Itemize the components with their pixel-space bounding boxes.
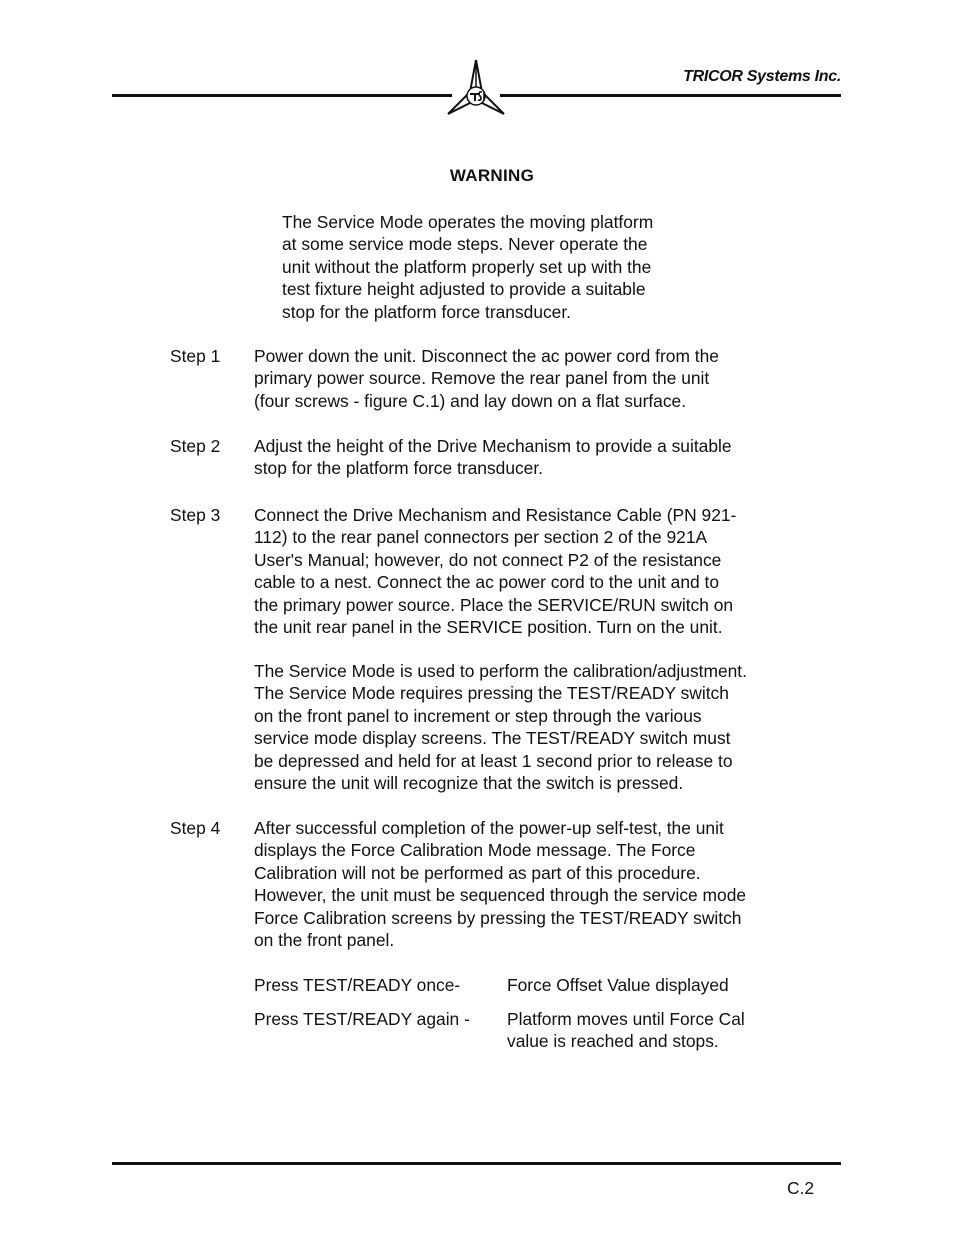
press-result: [507, 974, 729, 996]
step-line: displays the Force Calibration Mode message. The Force: [254, 840, 696, 861]
step-line: the unit rear panel in the SERVICE position. Turn on the unit.: [254, 617, 723, 638]
header-rule-right: [500, 94, 841, 97]
press-result-line: Force Offset Value displayed: [507, 975, 729, 995]
tsi-triangle-logo-icon: [446, 58, 506, 116]
page-number: C.2: [786, 1178, 814, 1198]
footer-rule: [112, 1162, 841, 1165]
step-line: the primary power source. Place the SERVICE/RUN switch on: [254, 594, 734, 615]
press-result-line: Platform moves until Force Cal: [507, 1009, 745, 1029]
step-line: Force Calibration screens by pressing the TEST/READY switch: [254, 907, 742, 928]
step-line: Connect the Drive Mechanism and Resistance Cable (PN 921-: [254, 505, 737, 525]
press-result: [507, 1008, 745, 1053]
step-line: Power down the unit. Disconnect the ac power cord from the: [254, 346, 719, 366]
step-4-label: Step 4: [170, 818, 221, 838]
step-line: The Service Mode is used to perform the calibration/adjustment.: [254, 661, 747, 681]
step-1-body: [254, 345, 719, 412]
warning-line: stop for the platform force transducer.: [282, 301, 572, 322]
step-line: The Service Mode requires pressing the TEST/READY switch: [254, 683, 729, 704]
step-line: service mode display screens. The TEST/READY switch must: [254, 728, 731, 749]
step-line: 112) to the rear panel connectors per section 2 of the 921A: [254, 527, 708, 548]
step-line: However, the unit must be sequenced through the service mode: [254, 885, 747, 906]
step-1-label: Step 1: [170, 346, 221, 366]
step-line: cable to a nest. Connect the ac power cord to the unit and to: [254, 572, 720, 593]
step-2-body: [254, 435, 732, 480]
step-line: User's Manual; however, do not connect P2 of the resistance: [254, 549, 722, 570]
press-action: Press TEST/READY once-: [254, 975, 461, 995]
press-action: Press TEST/READY again -: [254, 1009, 470, 1029]
header-rule-left: [112, 94, 452, 97]
step-line: ensure the unit will recognize that the switch is pressed.: [254, 773, 684, 794]
company-name: [683, 68, 841, 86]
warning-title: WARNING: [449, 166, 535, 185]
step-line: on the front panel.: [254, 930, 395, 951]
warning-body: [282, 211, 653, 323]
step-3-label: Step 3: [170, 505, 221, 525]
step-line: After successful completion of the power-up self-test, the unit: [254, 818, 724, 838]
step-4-body: [254, 817, 746, 951]
step-3-extra-body: [254, 660, 747, 794]
warning-line: unit without the platform properly set up with the: [282, 256, 652, 277]
step-line: Calibration will not be performed as part of this procedure.: [254, 862, 701, 883]
warning-line: test fixture height adjusted to provide a suitable: [282, 279, 646, 300]
warning-line: at some service mode steps. Never operate the: [282, 234, 648, 255]
step-line: Adjust the height of the Drive Mechanism to provide a suitable: [254, 436, 732, 456]
company-brand: TRICOR: [683, 68, 743, 85]
company-suffix: Systems Inc.: [742, 68, 841, 85]
step-line: on the front panel to increment or step through the various: [254, 705, 702, 726]
warning-line: The Service Mode operates the moving platform: [282, 212, 654, 232]
step-line: (four screws - figure C.1) and lay down on a flat surface.: [254, 390, 687, 411]
press-result-line: value is reached and stops.: [507, 1031, 719, 1052]
step-line: stop for the platform force transducer.: [254, 458, 544, 479]
step-3-body: [254, 504, 736, 638]
step-2-label: Step 2: [170, 436, 221, 456]
step-line: primary power source. Remove the rear panel from the unit: [254, 368, 710, 389]
step-line: be depressed and held for at least 1 second prior to release to: [254, 750, 733, 771]
